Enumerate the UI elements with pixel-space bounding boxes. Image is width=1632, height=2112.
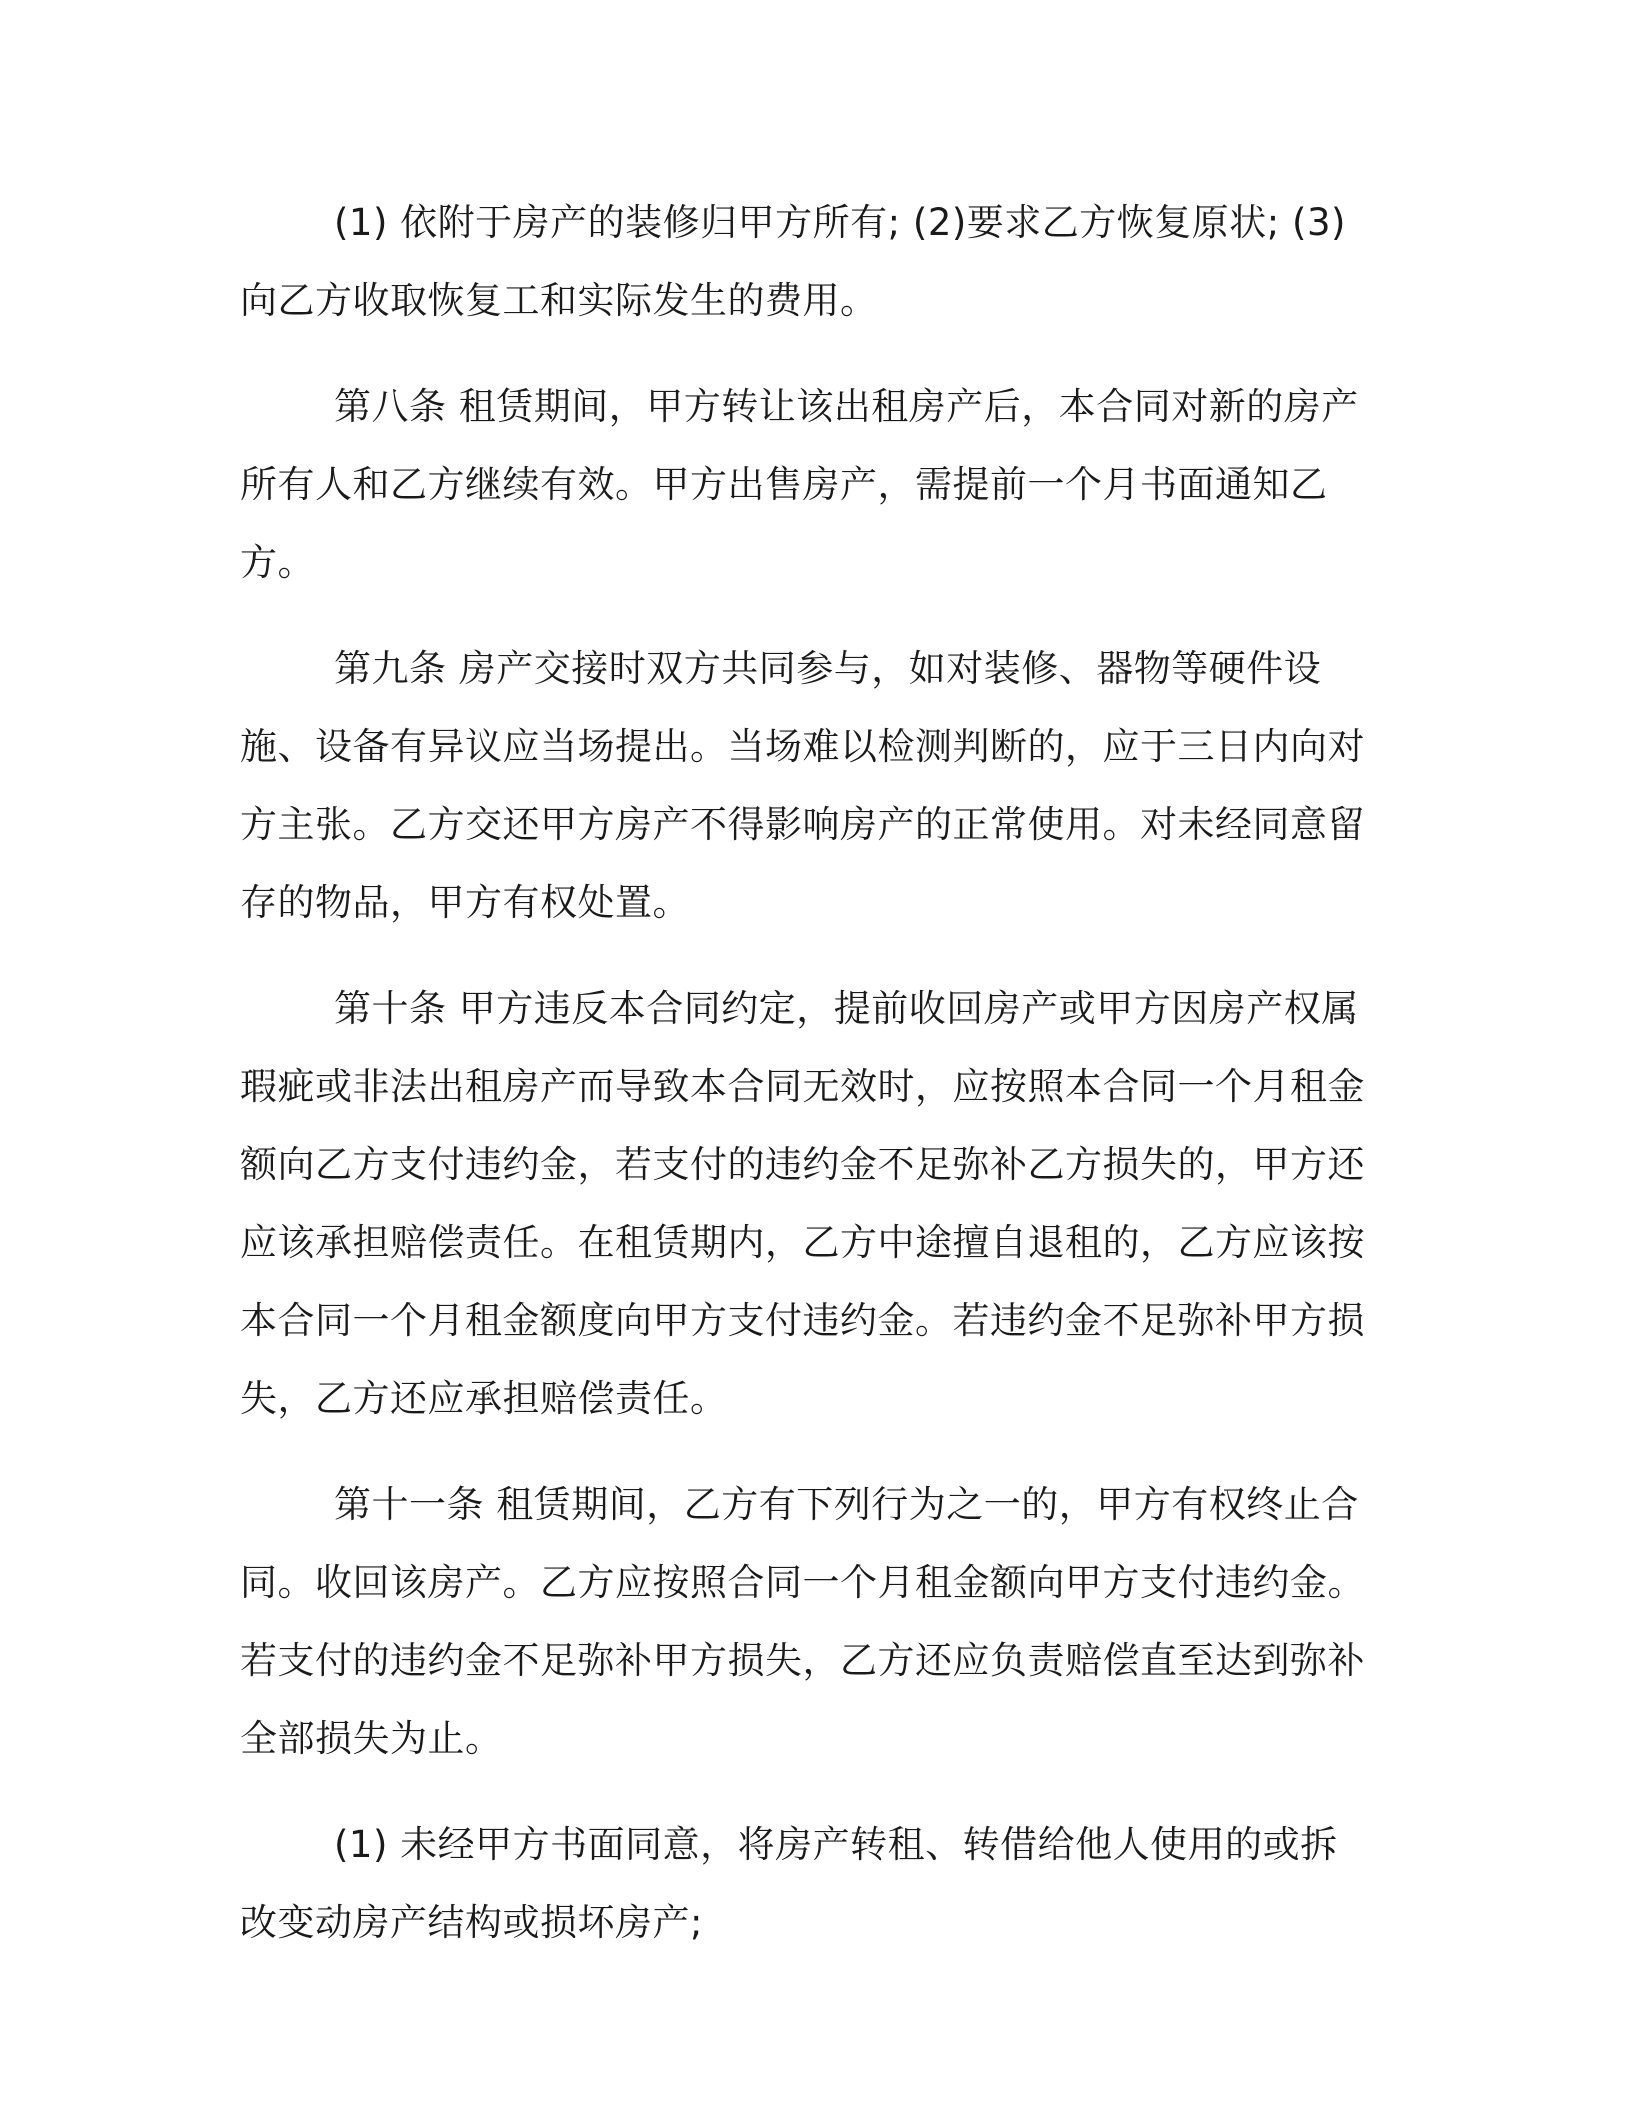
paragraph-clause-7-remedies: (1) 依附于房产的装修归甲方所有; (2)要求乙方恢复原状; (3)向乙方收取恢复工和实际发生的费用。	[240, 201, 1346, 322]
document-body	[240, 184, 1370, 1990]
paragraph-article-11: 第十一条 租赁期间，乙方有下列行为之一的，甲方有权终止合同。收回该房产。乙方应按照合同一个月租金额向甲方支付违约金。若支付的违约金不足弥补甲方损失，乙方还应负责赔偿直至达到弥补全部损失为止。	[240, 1483, 1365, 1760]
paragraph-article-8: 第八条 租赁期间，甲方转让该出租房产后，本合同对新的房产所有人和乙方继续有效。甲方出售房产，需提前一个月书面通知乙方。	[240, 385, 1359, 584]
paragraph-article-11-item-1: (1) 未经甲方书面同意，将房产转租、转借给他人使用的或拆改变动房产结构或损坏房产;	[240, 1823, 1338, 1944]
paragraph-article-9: 第九条 房产交接时双方共同参与，如对装修、器物等硬件设施、设备有异议应当场提出。当场难以检测判断的，应于三日内向对方主张。乙方交还甲方房产不得影响房产的正常使用。对未经同意留存的物品，甲方有权处置。	[240, 647, 1365, 924]
paragraph-article-10: 第十条 甲方违反本合同约定，提前收回房产或甲方因房产权属瑕疵或非法出租房产而导致本合同无效时，应按照本合同一个月租金额向乙方支付违约金，若支付的违约金不足弥补乙方损失的，甲方还应该承担赔偿责任。在租赁期内，乙方中途擅自退租的，乙方应该按本合同一个月租金额度向甲方支付违约金。若违约金不足弥补甲方损失，乙方还应承担赔偿责任。	[240, 987, 1365, 1420]
